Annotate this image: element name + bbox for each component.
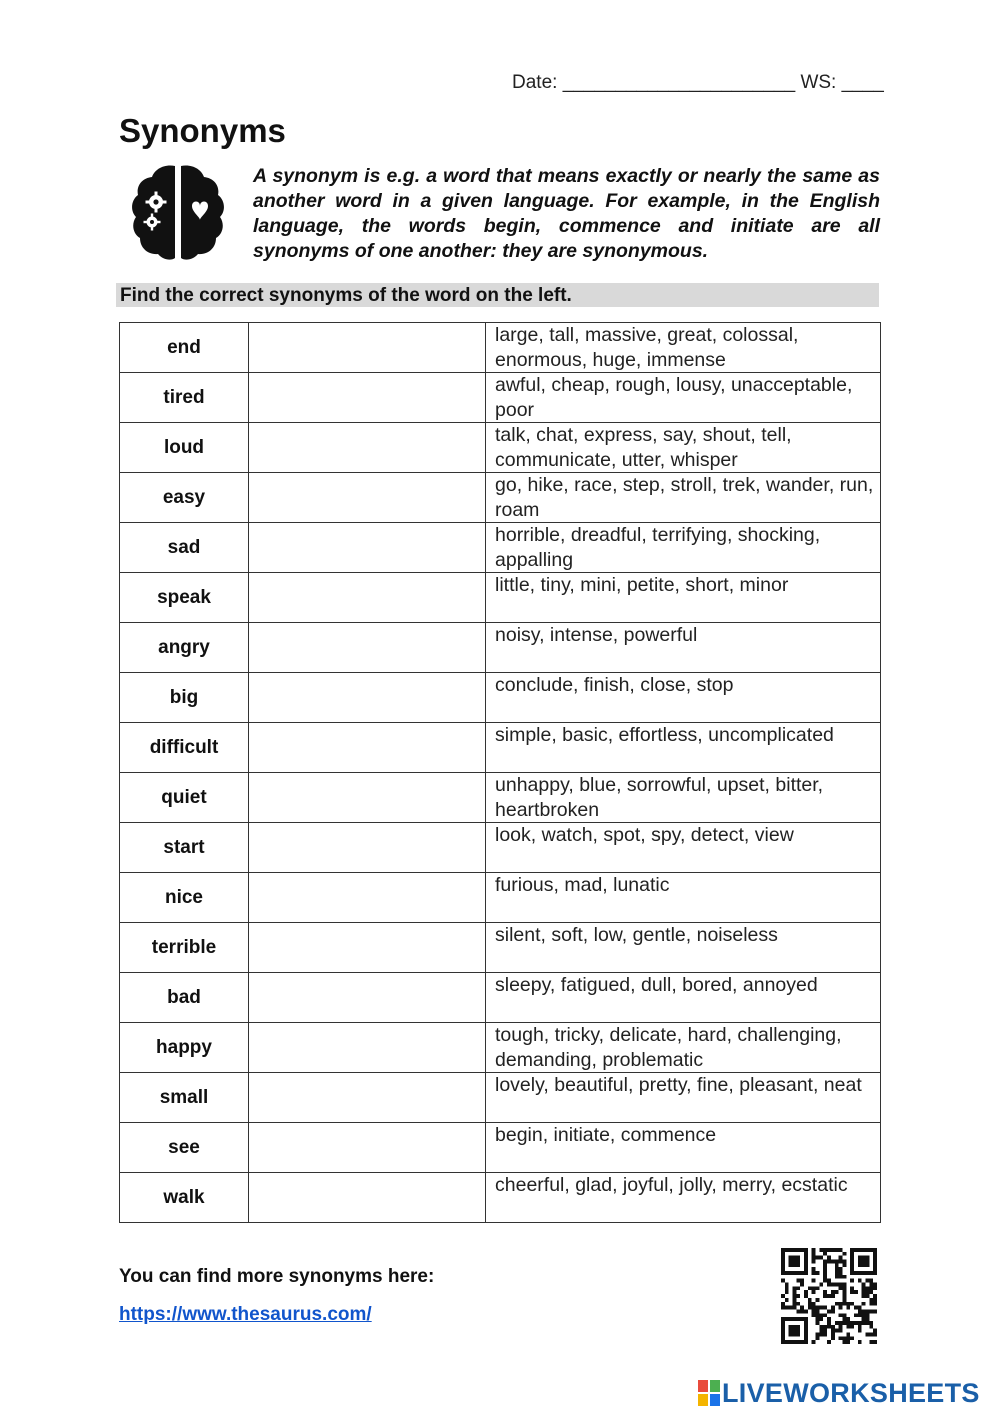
target-word: end xyxy=(120,323,249,373)
answer-field[interactable] xyxy=(249,873,486,923)
target-word: easy xyxy=(120,473,249,523)
synonym-options: tough, tricky, delicate, hard, challenging, demanding, problematic xyxy=(486,1023,881,1073)
target-word: quiet xyxy=(120,773,249,823)
target-word: nice xyxy=(120,873,249,923)
target-word: small xyxy=(120,1073,249,1123)
answer-field[interactable] xyxy=(249,423,486,473)
table-row xyxy=(120,1173,881,1223)
answer-field[interactable] xyxy=(249,1123,486,1173)
table-row xyxy=(120,623,881,673)
answer-field[interactable] xyxy=(249,1073,486,1123)
table-row xyxy=(120,873,881,923)
target-word: see xyxy=(120,1123,249,1173)
target-word: speak xyxy=(120,573,249,623)
answer-field[interactable] xyxy=(249,573,486,623)
answer-field[interactable] xyxy=(249,773,486,823)
table-row xyxy=(120,1023,881,1073)
answer-field[interactable] xyxy=(249,623,486,673)
answer-field[interactable] xyxy=(249,923,486,973)
answer-field[interactable] xyxy=(249,723,486,773)
table-row xyxy=(120,523,881,573)
answer-field[interactable] xyxy=(249,523,486,573)
table-row xyxy=(120,323,881,373)
answer-field[interactable] xyxy=(249,1023,486,1073)
synonym-options: talk, chat, express, say, shout, tell, communicate, utter, whisper xyxy=(486,423,881,473)
target-word: happy xyxy=(120,1023,249,1073)
synonym-options: horrible, dreadful, terrifying, shocking, appalling xyxy=(486,523,881,573)
table-row xyxy=(120,773,881,823)
table-row xyxy=(120,423,881,473)
target-word: big xyxy=(120,673,249,723)
synonym-options: conclude, finish, close, stop xyxy=(486,673,881,723)
target-word: loud xyxy=(120,423,249,473)
target-word: bad xyxy=(120,973,249,1023)
synonym-options: begin, initiate, commence xyxy=(486,1123,881,1173)
more-synonyms-text: You can find more synonyms here: xyxy=(119,1266,435,1287)
target-word: angry xyxy=(120,623,249,673)
page-title: Synonyms xyxy=(119,112,286,149)
answer-field[interactable] xyxy=(249,823,486,873)
table-row xyxy=(120,1073,881,1123)
synonym-options: unhappy, blue, sorrowful, upset, bitter, heartbroken xyxy=(486,773,881,823)
synonym-options: go, hike, race, step, stroll, trek, wander, run, roam xyxy=(486,473,881,523)
table-row xyxy=(120,1123,881,1173)
liveworksheets-logo-icon xyxy=(698,1380,720,1406)
table-row xyxy=(120,823,881,873)
synonym-options: lovely, beautiful, pretty, fine, pleasant, neat xyxy=(486,1073,881,1123)
table-row xyxy=(120,473,881,523)
target-word: walk xyxy=(120,1173,249,1223)
intro-paragraph: A synonym is e.g. a word that means exactly or nearly the same as another word in a given language. For example, in the English language, the words begin, commence and initiate are all synonyms of one another: they are synonymous. xyxy=(253,165,880,262)
synonym-options: awful, cheap, rough, lousy, unacceptable, poor xyxy=(486,373,881,423)
answer-field[interactable] xyxy=(249,373,486,423)
target-word: terrible xyxy=(120,923,249,973)
target-word: sad xyxy=(120,523,249,573)
date-ws-line: Date: ______________________ WS: ____ xyxy=(512,72,884,93)
synonym-options: silent, soft, low, gentle, noiseless xyxy=(486,923,881,973)
synonym-options: cheerful, glad, joyful, jolly, merry, ecstatic xyxy=(486,1173,881,1223)
synonym-options: furious, mad, lunatic xyxy=(486,873,881,923)
instruction-bar: Find the correct synonyms of the word on the left. xyxy=(116,283,879,307)
thesaurus-link[interactable]: https://www.thesaurus.com/ xyxy=(119,1304,372,1325)
synonym-options: noisy, intense, powerful xyxy=(486,623,881,673)
synonym-options: look, watch, spot, spy, detect, view xyxy=(486,823,881,873)
liveworksheets-brand xyxy=(698,1378,980,1408)
target-word: tired xyxy=(120,373,249,423)
target-word: difficult xyxy=(120,723,249,773)
table-row xyxy=(120,573,881,623)
answer-field[interactable] xyxy=(249,473,486,523)
synonyms-table xyxy=(119,322,881,1223)
target-word: start xyxy=(120,823,249,873)
table-row xyxy=(120,923,881,973)
synonym-options: sleepy, fatigued, dull, bored, annoyed xyxy=(486,973,881,1023)
table-row xyxy=(120,673,881,723)
brand-text: LIVEWORKSHEETS xyxy=(722,1377,980,1408)
qr-code-icon xyxy=(781,1248,877,1344)
answer-field[interactable] xyxy=(249,973,486,1023)
synonym-options: simple, basic, effortless, uncomplicated xyxy=(486,723,881,773)
table-row xyxy=(120,973,881,1023)
answer-field[interactable] xyxy=(249,673,486,723)
synonym-options: large, tall, massive, great, colossal, enormous, huge, immense xyxy=(486,323,881,373)
brain-icon xyxy=(128,162,228,262)
answer-field[interactable] xyxy=(249,323,486,373)
table-row xyxy=(120,373,881,423)
table-row xyxy=(120,723,881,773)
answer-field[interactable] xyxy=(249,1173,486,1223)
synonym-options: little, tiny, mini, petite, short, minor xyxy=(486,573,881,623)
